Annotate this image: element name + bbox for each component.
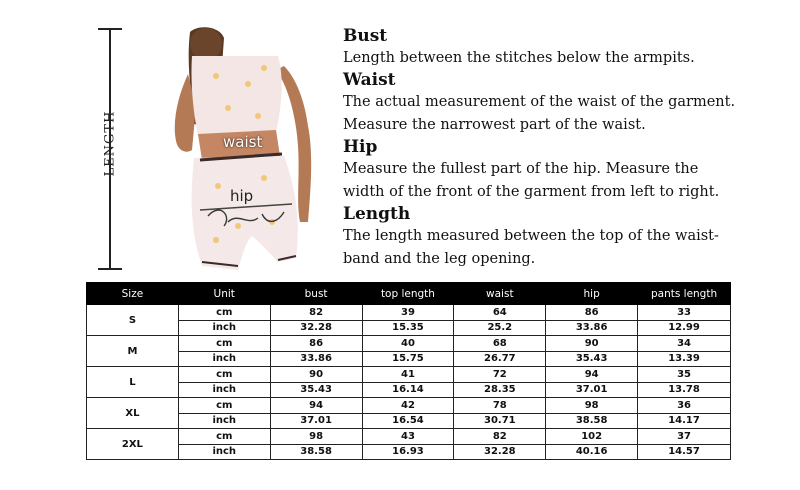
measurement-cell: 90: [546, 336, 638, 352]
bust-term: Bust: [343, 26, 388, 46]
unit-cell: inch: [178, 413, 270, 429]
measurement-cell: 13.78: [638, 382, 731, 398]
waist-description-line: The actual measurement of the waist of the garment.: [343, 94, 736, 110]
size-chart-table: [86, 282, 731, 460]
measurement-cell: 30.71: [454, 413, 546, 429]
ruler-bottom-cap: [98, 268, 122, 270]
measurement-definitions: [343, 26, 793, 271]
unit-cell: cm: [178, 367, 270, 383]
measurement-cell: 102: [546, 429, 638, 445]
measurement-cell: 82: [270, 305, 362, 321]
table-header-row: [87, 283, 731, 305]
measurement-cell: 34: [638, 336, 731, 352]
header-unit: Unit: [178, 283, 270, 305]
measurement-cell: 14.57: [638, 444, 731, 460]
bust-description: Length between the stitches below the armpits.: [343, 50, 695, 66]
measurement-cell: 32.28: [454, 444, 546, 460]
measurement-cell: 43: [362, 429, 454, 445]
measurement-cell: 16.54: [362, 413, 454, 429]
measurement-cell: 98: [546, 398, 638, 414]
header-waist: waist: [454, 283, 546, 305]
measurement-cell: 26.77: [454, 351, 546, 367]
measurement-cell: 25.2: [454, 320, 546, 336]
table-row: [87, 413, 731, 429]
unit-cell: inch: [178, 382, 270, 398]
measurement-cell: 38.58: [270, 444, 362, 460]
measurement-cell: 14.17: [638, 413, 731, 429]
header-size: Size: [87, 283, 179, 305]
measurement-cell: 33: [638, 305, 731, 321]
unit-cell: cm: [178, 398, 270, 414]
measurement-cell: 13.39: [638, 351, 731, 367]
waist-description-line: Measure the narrowest part of the waist.: [343, 117, 646, 133]
table-row: [87, 444, 731, 460]
measurement-cell: 35.43: [270, 382, 362, 398]
unit-cell: inch: [178, 444, 270, 460]
measurement-cell: 78: [454, 398, 546, 414]
size-cell: M: [87, 336, 179, 367]
size-cell: S: [87, 305, 179, 336]
measurement-cell: 68: [454, 336, 546, 352]
hip-description-line: Measure the fullest part of the hip. Measure the: [343, 161, 699, 177]
measurement-cell: 32.28: [270, 320, 362, 336]
table-row: [87, 320, 731, 336]
table-row: [87, 305, 731, 321]
measurement-cell: 90: [270, 367, 362, 383]
unit-cell: cm: [178, 336, 270, 352]
measurement-cell: 39: [362, 305, 454, 321]
length-term: Length: [343, 204, 411, 224]
measurement-cell: 98: [270, 429, 362, 445]
unit-cell: cm: [178, 305, 270, 321]
header-hip: hip: [546, 283, 638, 305]
measurement-cell: 94: [546, 367, 638, 383]
length-label: LENGTH: [102, 110, 118, 177]
measurement-cell: 40.16: [546, 444, 638, 460]
header-top-length: top length: [362, 283, 454, 305]
measurement-cell: 37: [638, 429, 731, 445]
measurement-cell: 42: [362, 398, 454, 414]
measurement-cell: 36: [638, 398, 731, 414]
table-row: [87, 336, 731, 352]
measurement-cell: 94: [270, 398, 362, 414]
size-cell: XL: [87, 398, 179, 429]
table-row: [87, 351, 731, 367]
table-row: [87, 398, 731, 414]
measurement-cell: 86: [546, 305, 638, 321]
length-description-line: band and the leg opening.: [343, 251, 536, 267]
unit-cell: cm: [178, 429, 270, 445]
measurement-cell: 37.01: [546, 382, 638, 398]
size-cell: 2XL: [87, 429, 179, 460]
waist-term: Waist: [343, 70, 396, 90]
unit-cell: inch: [178, 320, 270, 336]
measurement-cell: 38.58: [546, 413, 638, 429]
measurement-cell: 37.01: [270, 413, 362, 429]
waist-label: waist: [223, 133, 263, 151]
measurement-cell: 33.86: [270, 351, 362, 367]
size-table-body: [87, 305, 731, 460]
measurement-cell: 16.93: [362, 444, 454, 460]
length-description-line: The length measured between the top of the waist-: [343, 228, 719, 244]
measurement-cell: 41: [362, 367, 454, 383]
measurement-cell: 12.99: [638, 320, 731, 336]
measurement-cell: 16.14: [362, 382, 454, 398]
header-bust: bust: [270, 283, 362, 305]
unit-cell: inch: [178, 351, 270, 367]
size-cell: L: [87, 367, 179, 398]
measurement-cell: 40: [362, 336, 454, 352]
hip-term: Hip: [343, 137, 378, 157]
measurement-cell: 72: [454, 367, 546, 383]
measurement-cell: 15.35: [362, 320, 454, 336]
measurement-cell: 64: [454, 305, 546, 321]
hip-description-line: width of the front of the garment from left to right.: [343, 184, 720, 200]
measurement-cell: 86: [270, 336, 362, 352]
measurement-cell: 35: [638, 367, 731, 383]
table-row: [87, 367, 731, 383]
table-row: [87, 429, 731, 445]
hip-label: hip: [230, 187, 254, 205]
measurement-cell: 28.35: [454, 382, 546, 398]
table-row: [87, 382, 731, 398]
measurement-cell: 33.86: [546, 320, 638, 336]
header-pants-length: pants length: [638, 283, 731, 305]
measurement-cell: 35.43: [546, 351, 638, 367]
measurement-cell: 82: [454, 429, 546, 445]
measurement-cell: 15.75: [362, 351, 454, 367]
